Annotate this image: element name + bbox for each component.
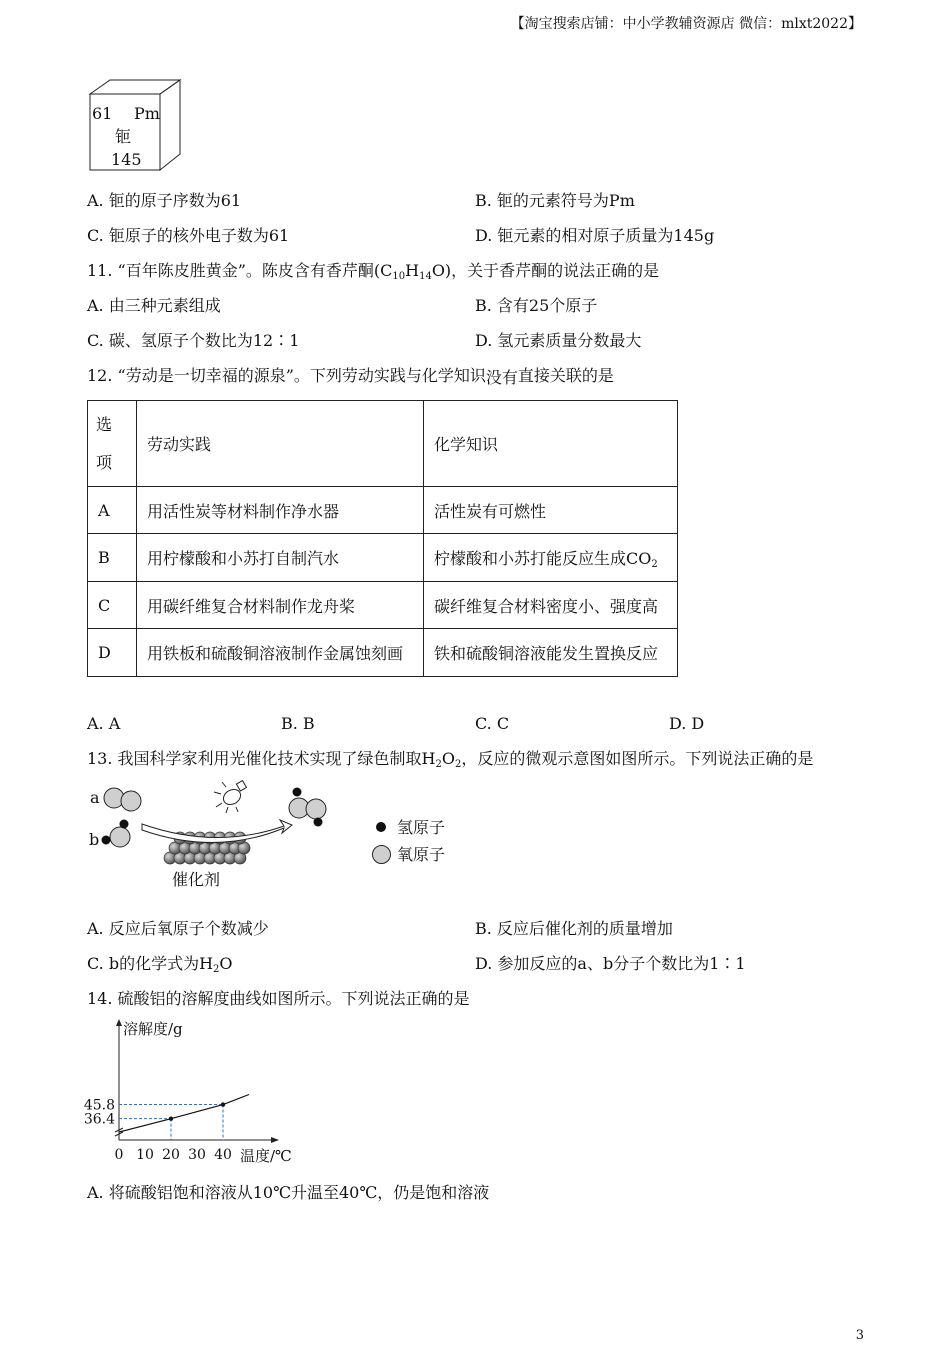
row-knowledge: 活性炭有可燃性	[424, 487, 678, 534]
solubility-chart	[80, 1016, 310, 1166]
q10-option-d: D. 钷元素的相对原子质量为145g	[475, 226, 715, 245]
q10-option-a: A. 钷的原子序数为61	[87, 191, 242, 210]
solubility-curve	[119, 1095, 249, 1133]
q12-option-a: A. A	[87, 714, 121, 733]
q11-option-c: C. 碳、氢原子个数比为12∶1	[87, 331, 300, 350]
row-option: C	[88, 582, 137, 629]
hydrogen-atom	[120, 820, 129, 829]
y-axis-arrow	[116, 1019, 122, 1026]
q13-option-a: A. 反应后氧原子个数减少	[87, 919, 269, 938]
q12-option-b: B. B	[281, 714, 315, 733]
catalyst-label: 催化剂	[172, 870, 221, 889]
q14-stem: 14. 硫酸铝的溶解度曲线如图所示。下列说法正确的是	[87, 989, 470, 1008]
hydrogen-atom	[102, 836, 111, 845]
table-header-option: 选 项	[88, 401, 137, 487]
row-knowledge: 铁和硫酸铜溶液能发生置换反应	[424, 629, 678, 677]
oxygen-legend-icon	[372, 845, 391, 864]
table-header-practice: 劳动实践	[137, 401, 424, 487]
x-tick-label: 30	[188, 1147, 206, 1163]
q12-option-d: D. D	[669, 714, 705, 733]
row-knowledge: 柠檬酸和小苏打能反应生成$CO_2$	[424, 534, 678, 582]
table-row	[88, 629, 678, 677]
light-bulb-icon	[214, 781, 246, 813]
data-point	[221, 1102, 225, 1106]
element-mass: 145	[111, 150, 142, 169]
data-point	[169, 1116, 173, 1120]
element-name: 钷	[115, 127, 132, 146]
q12-stem: 12. “劳动是一切幸福的源泉”。下列劳动实践与化学知识没有直接关联的是	[87, 366, 614, 387]
row-practice: 用碳纤维复合材料制作龙舟桨	[137, 582, 424, 629]
q12-table	[87, 400, 678, 677]
q11-option-d: D. 氢元素质量分数最大	[475, 331, 642, 350]
x-tick-label: 40	[214, 1147, 232, 1163]
hydrogen-atom	[293, 788, 302, 797]
table-row	[88, 534, 678, 582]
q12-option-c: C. C	[475, 714, 510, 733]
x-tick-label: 0	[114, 1147, 124, 1163]
molecule-b-label: b	[89, 830, 100, 849]
page-header: 【淘宝搜索店铺：中小学教辅资源店 微信：mlxt2022】	[510, 16, 862, 32]
element-number: 61	[92, 104, 113, 123]
x-axis-arrow	[271, 1137, 279, 1143]
x-axis-label: 温度/℃	[240, 1147, 292, 1165]
oxygen-atom	[121, 791, 141, 811]
page-number: 3	[855, 1328, 864, 1343]
row-practice: 用铁板和硫酸铜溶液制作金属蚀刻画	[137, 629, 424, 677]
table-row	[88, 582, 678, 629]
table-header-knowledge: 化学知识	[424, 401, 678, 487]
table-row	[88, 487, 678, 534]
hydrogen-legend-icon	[376, 822, 386, 832]
q13-option-c: C. b的化学式为$H_2O$	[87, 954, 233, 975]
x-tick-label: 20	[162, 1147, 180, 1163]
y-tick-label: 45.8	[83, 1097, 115, 1114]
molecule-a-label: a	[90, 788, 100, 807]
q11-option-b: B. 含有25个原子	[475, 296, 598, 315]
q10-option-b: B. 钷的元素符号为Pm	[475, 191, 635, 210]
row-practice: 用活性炭等材料制作净水器	[137, 487, 424, 534]
q13-option-b: B. 反应后催化剂的质量增加	[475, 919, 673, 938]
y-tick-label: 36.4	[83, 1111, 115, 1128]
q11-stem: 11. “百年陈皮胜黄金”。陈皮含有香芹酮$(C_{10}H_{14}O)$，关于香芹酮的说法正确的是	[87, 261, 660, 282]
row-practice: 用柠檬酸和小苏打自制汽水	[137, 534, 424, 582]
q11-option-a: A. 由三种元素组成	[87, 296, 221, 315]
q10-option-c: C. 钷原子的核外电子数为61	[87, 226, 290, 245]
row-option: B	[88, 534, 137, 582]
row-option: A	[88, 487, 137, 534]
element-symbol: Pm	[134, 104, 160, 123]
q13-option-d: D. 参加反应的a、b分子个数比为1∶1	[475, 954, 746, 973]
oxygen-atom	[110, 827, 130, 847]
legend-oxygen-label: 氧原子	[397, 845, 446, 864]
oxygen-atom	[306, 799, 326, 819]
row-option: D	[88, 629, 137, 677]
q14-option-a: A. 将硫酸铝饱和溶液从10℃升温至40℃，仍是饱和溶液	[87, 1183, 490, 1202]
x-tick-label: 10	[136, 1147, 154, 1163]
q13-stem: 13. 我国科学家利用光催化技术实现了绿色制取$H_2O_2$，反应的微观示意图如图所示。下列说法正确的是	[87, 749, 814, 770]
y-axis-label: 溶解度/g	[123, 1020, 183, 1038]
legend-hydrogen-label: 氢原子	[397, 818, 446, 837]
hydrogen-atom	[314, 818, 323, 827]
row-knowledge: 碳纤维复合材料密度小、强度高	[424, 582, 678, 629]
reaction-arrow	[142, 820, 292, 843]
